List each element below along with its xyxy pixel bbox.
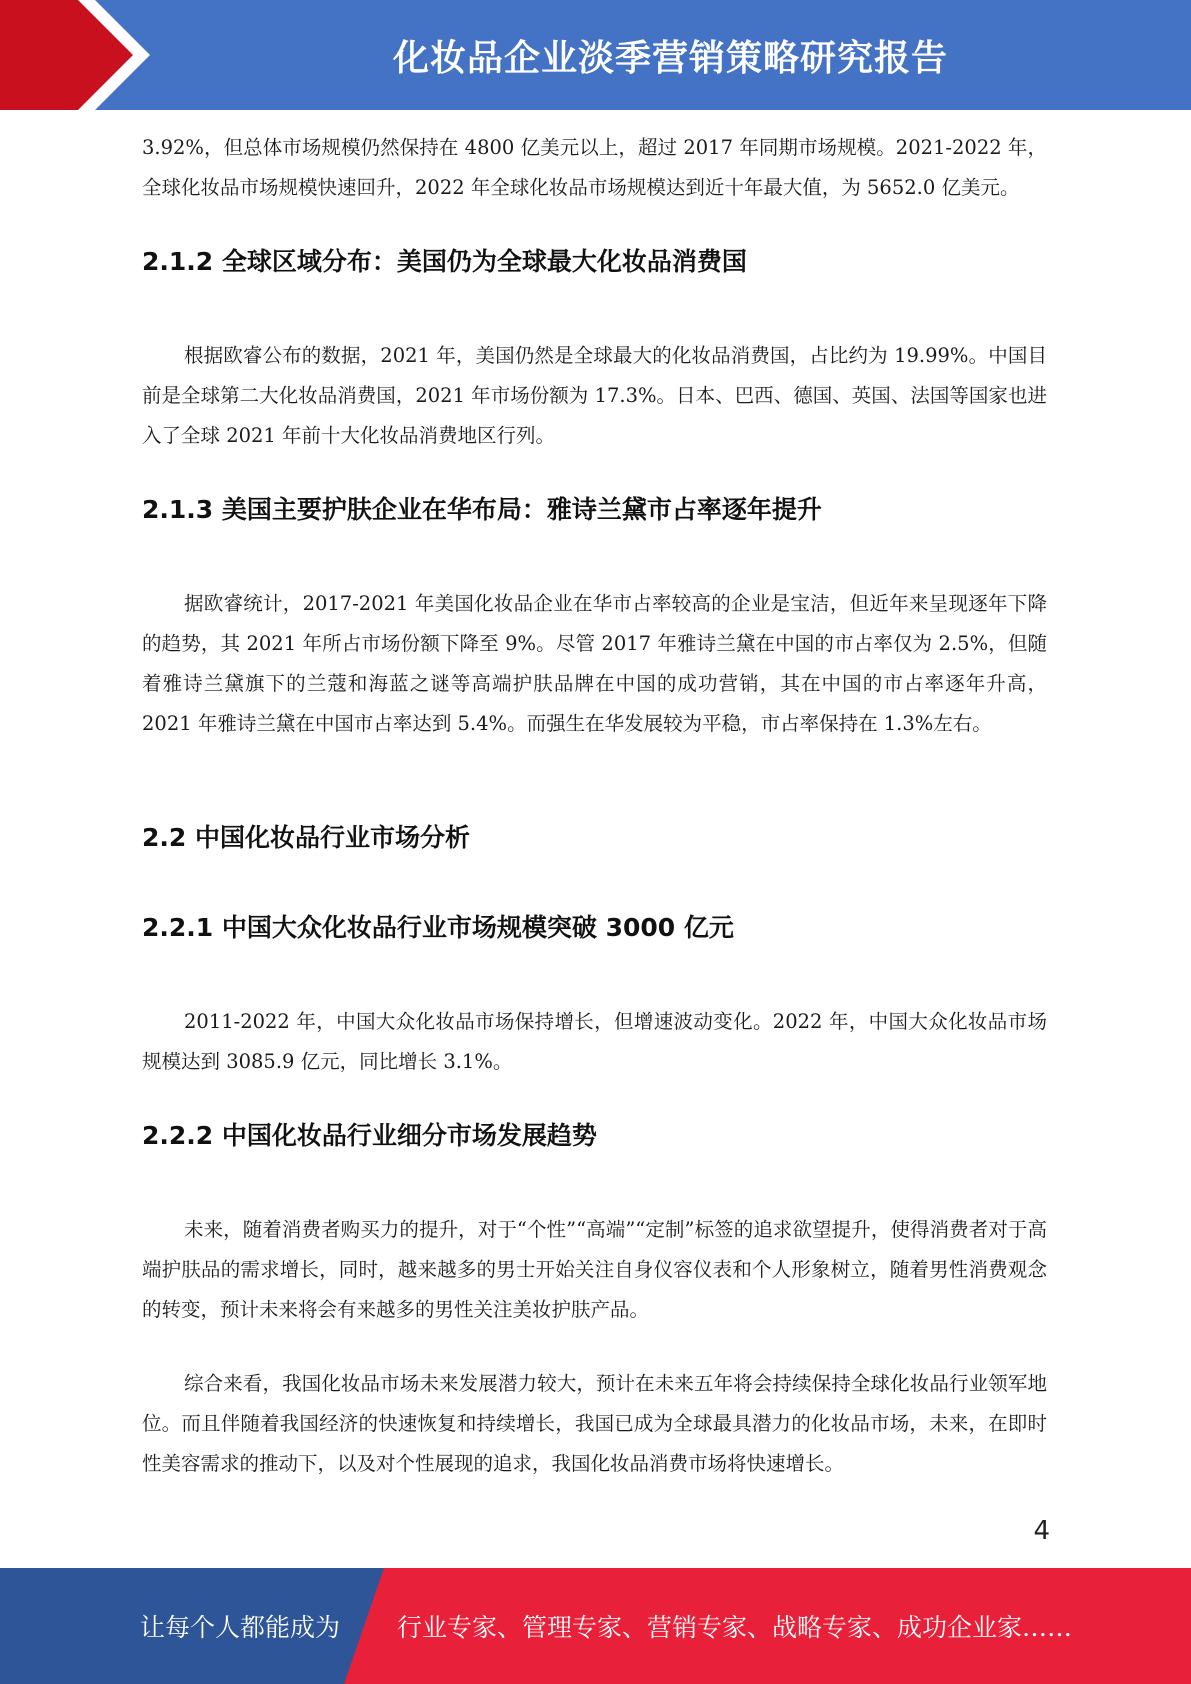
heading-2-2-1: 2.2.1 中国大众化妆品行业市场规模突破 3000 亿元	[142, 913, 734, 942]
footer-slogan-left: 让每个人都能成为	[140, 1613, 341, 1642]
page-number: 4	[1033, 1516, 1050, 1546]
paragraph-regional-distribution: 根据欧睿公布的数据，2021 年，美国仍然是全球最大的化妆品消费国，占比约为 19.99%。中国目前是全球第二大化妆品消费国，2021 年市场份额为 17.3%。日本、巴西、德国、英国、法国等国家也进入了全球 2021 年前十大化妆品消费地区行列。	[142, 344, 1047, 447]
heading-2-2-2: 2.2.2 中国化妆品行业细分市场发展趋势	[142, 1121, 597, 1150]
page-header	[0, 0, 1191, 110]
paragraph-segment-trends: 未来，随着消费者购买力的提升，对于“个性”“高端”“定制”标签的追求欲望提升，使得消费者对于高端护肤品的需求增长，同时，越来越多的男士开始关注自身仪容仪表和个人形象树立，随着男性消费观念的转变，预计未来将会有来越多的男性关注美妆护肤产品。	[142, 1218, 1047, 1321]
paragraph-summary: 综合来看，我国化妆品市场未来发展潜力较大，预计在未来五年将会持续保持全球化妆品行业领军地位。而且伴随着我国经济的快速恢复和持续增长，我国已成为全球最具潜力的化妆品市场，未来，在即时性美容需求的推动下，以及对个性展现的追求，我国化妆品消费市场将快速增长。	[142, 1372, 1047, 1475]
page-footer	[0, 1568, 1191, 1684]
heading-2-1-2: 2.1.2 全球区域分布：美国仍为全球最大化妆品消费国	[142, 247, 747, 276]
footer-slogan-right: 行业专家、管理专家、营销专家、战略专家、成功企业家……	[397, 1613, 1073, 1642]
header-title: 化妆品企业淡季营销策略研究报告	[392, 37, 948, 79]
paragraph-us-companies-in-china: 据欧睿统计，2017-2021 年美国化妆品企业在华市占率较高的企业是宝洁，但近年来呈现逐年下降的趋势，其 2021 年所占市场份额下降至 9%。尽管 2017 年雅诗兰黛在中国的市占率仅为 2.5%，但随着雅诗兰黛旗下的兰蔻和海蓝之谜等高端护肤品牌在中国的成功营销，其在中国的市占率逐年升高，2021 年雅诗兰黛在中国市占率达到 5.4%。而强生在华发展较为平稳，市占率保持在 1.3%左右。	[142, 592, 1047, 735]
paragraph-china-mass-market: 2011-2022 年，中国大众化妆品市场保持增长，但增速波动变化。2022 年，中国大众化妆品市场规模达到 3085.9 亿元，同比增长 3.1%。	[142, 1010, 1047, 1073]
report-content	[142, 128, 1047, 1484]
heading-2-1-3: 2.1.3 美国主要护肤企业在华布局：雅诗兰黛市占率逐年提升	[142, 495, 822, 524]
heading-2-2: 2.2 中国化妆品行业市场分析	[142, 823, 470, 852]
paragraph-global-market-size: 3.92%，但总体市场规模仍然保持在 4800 亿美元以上，超过 2017 年同期市场规模。2021-2022 年，全球化妆品市场规模快速回升，2022 年全球化妆品市场规模达到近十年最大值，为 5652.0 亿美元。	[142, 136, 1047, 199]
